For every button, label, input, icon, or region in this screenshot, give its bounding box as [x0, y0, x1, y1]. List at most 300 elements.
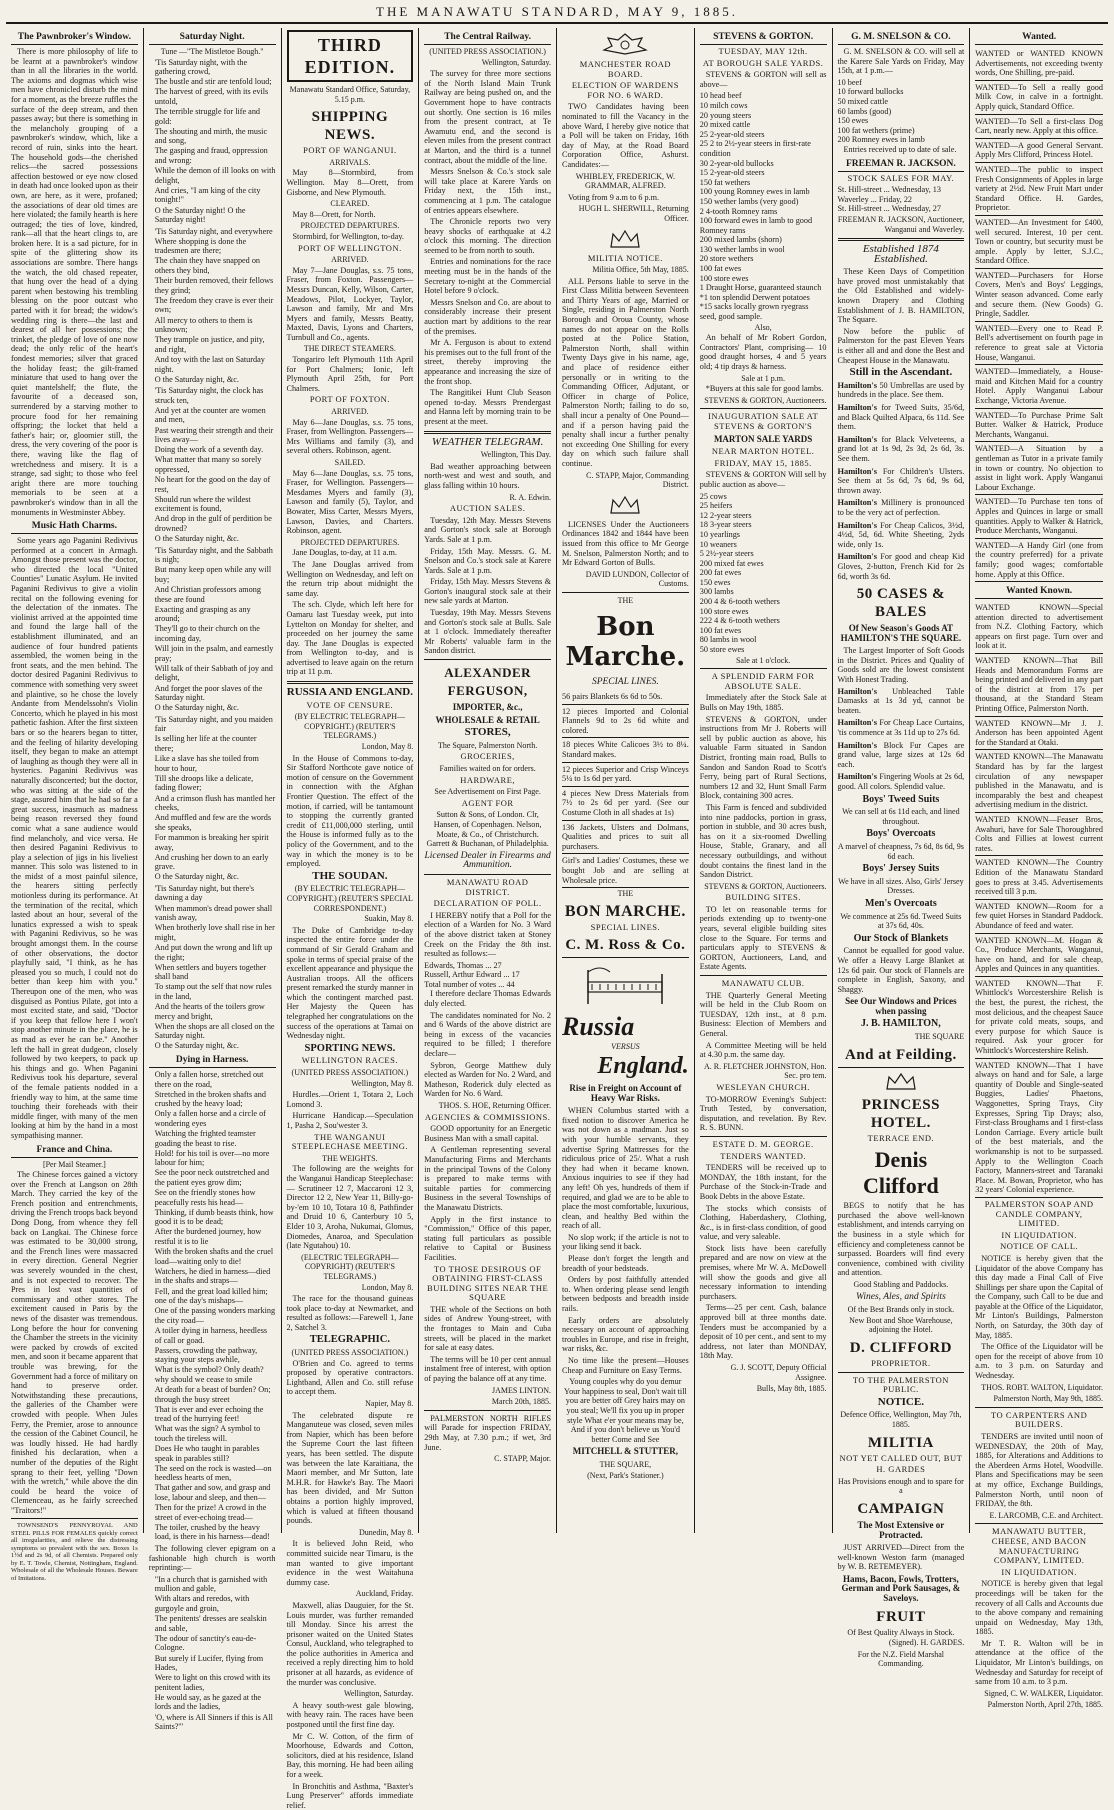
signature-date: March 20th, 1885. — [491, 1397, 551, 1407]
denis-clifford: Denis Clifford — [862, 1147, 939, 1199]
article-text: TO let on reasonable terms for periods extending up to twenty-one years, several eligible building sites close to the Square. For terms and particulars apply to STEVENS & GORTON, Auctioneers, Land, and Estate Agents. — [699, 904, 827, 972]
hamilton-ad — [838, 741, 965, 770]
russia-title: Russia — [562, 1012, 635, 1042]
ad-text: A marvel of cheapness, 7s 6d, 8s 6d, 9s 6d each. — [837, 841, 964, 861]
poem-line: O the Saturday night, &c. — [154, 872, 239, 882]
heading-estate: ESTATE D. M. GEORGE. — [712, 1138, 814, 1149]
article-text: THE Quarterly General Meeting will be held in the Club Room on TUESDAY, 12th inst., at 8 p.m. Business: Election of Members and General. — [699, 990, 827, 1038]
wanted-ad: WANTED—A good General Servant. Apply Mrs Clifford, Princess Hotel. — [975, 139, 1103, 163]
subheading: PORT OF WANGANUI. — [303, 145, 397, 156]
article-text: There is more philosophy of life to be learnt at a pawnbroker's window than in all the libraries in the world. The axioms and dogmas which wise men have chronicled disturb the mind for a moment, as the breeze ruffles the surface of the deep stream, and then passes away; but there is something in the melancholy grouping of a pawnbroker's window, which, like a record of ruin, sinks into the heart. The household gods—the cherished relics—the sacred possessions affection bestowed or eye now closed in death had once looked upon as their own, are here, as it were, profaned; the associations of dear old times are here violated; the family hearth is here outraged; the ties of love, kindred, rank—all that the heart clings to, are broken here. It is a sad picture, for in spite of the glittering show its associations are sombre. There hangs the watch, the old chased repeater, that hung over the head of a dying parent when bestowing his trembling blessing on the poor outcast who parted with it for bread; the widow's wedding ring is there—the last and dearest of all her possessions; the trinket, the pledge of love of one now dead; the only relic of the heart's fondest memories; silver that graced the holiday feast; the gilt-framed miniature that used to hang over the quiet mantelshelf; the flute, the favourite of a deceased son, surrendered by a starving mother to procure food for her remaining offspring; the locket that held a father's hair; or, gloomier still, the dress, the very covering of the poor is there, waving like the flag of wretchedness and misery. It is a strange, sad sight; to those who feel aright there are more touching memorials to be seen at a pawnbroker's window than in all the monuments in Westminster Abbey. — [11, 47, 138, 517]
wanted-known-ad: WANTED KNOWN—Room for a few quiet Horses in Standard Paddock. Abundance of feed and water. — [975, 900, 1103, 934]
byline: (UNITED PRESS ASSOCIATION.) — [291, 1348, 409, 1358]
poem-line: 'O, where is All Sinners if this is All Saints?'" — [154, 1712, 273, 1732]
poem-line: And yet at the counter are women and men, — [154, 405, 266, 425]
poem-line: But surely if Lucifer, flying from Hades, — [154, 1653, 264, 1673]
boys-overcoats: Boys' Overcoats — [866, 828, 936, 840]
article-text: G. M. SNELSON & CO. will sell at the Karere Sale Yards on Friday, May 15th, at 1 p.m.— — [837, 47, 965, 76]
bon-marche-title-2: BON MARCHE. — [564, 902, 686, 920]
article-text: No slop work; if the article is not to your liking send it back. — [562, 1232, 689, 1252]
article-text: The Rangitikei Hunt Club Season opened to-day. Messrs Prendergast and Hanna left by morning train to be present at the meet. — [424, 388, 551, 426]
poem-line: Does He who taught in parables speak in parables still? — [154, 1444, 260, 1463]
poem-line: O the Saturday night, &c. — [154, 1041, 239, 1051]
poem-line: And the hearts of the toilers grow mercy and bright, — [154, 1002, 265, 1021]
poem-line: After the burdened journey, how restful it is to lie — [154, 1227, 262, 1247]
heading-manawatu-club: MANAWATU CLUB. — [721, 978, 805, 989]
poem-line: What was the sign? A symbol to touch the tireless will. — [154, 1424, 261, 1443]
article-text: Voting from 9 a.m to 6 p.m. — [568, 192, 660, 202]
article-text: TENDERS will be received up to MONDAY, the 18th instant, for the Purchase of the Stock-in-Trade and Book Debts in the above Estate. — [699, 1163, 827, 1201]
hamilton-ad — [838, 498, 965, 517]
stock-item: 100 store ewes — [699, 273, 749, 283]
poem-line: See on the friendly stones how peacefully rests his head— — [154, 1188, 256, 1207]
mens-overcoats: Men's Overcoats — [865, 897, 937, 909]
dateline: Suakin, May 8. — [364, 914, 414, 924]
cases-bales: 50 CASES & BALES — [856, 586, 946, 621]
ad-text: Of Best Quality Always in Stock. — [847, 1627, 955, 1637]
third-edition-title: THIRD EDITION. — [287, 30, 414, 82]
article-text: Stock lists have been carefully prepared and are now on view at the premises, where Mr W. A. McDowell will show the goods and give all necessary information to intending purchasers. — [699, 1243, 827, 1301]
signature: (Signed). H. GARDES. — [888, 1638, 965, 1648]
column-3 — [282, 28, 420, 1810]
poem-line: When brotherly love shall rise in her might, — [154, 923, 275, 942]
poll-line: Total number of votes ... 44 — [424, 979, 515, 989]
poem-stanza — [149, 715, 276, 882]
the-label: THE — [617, 595, 634, 605]
article-text: It is believed John Reid, who committed suicide near Timaru, is the man wanted to give important evidence in the west Waitahuna dummy case. — [286, 1539, 414, 1587]
stock-item: 100 fat ewes — [699, 264, 742, 274]
wanted-ad: WANTED—The public to inspect Fresh Consignments of Apples in large variety at 2½d. New Fruit Mart under Standard Office. H. Gardes, Proprietor. — [975, 163, 1103, 216]
article-text: Stormbird, for Wellington, to-day. — [292, 231, 404, 241]
also-label: Also, — [754, 322, 772, 332]
jb-hamilton: J. B. HAMILTON, — [861, 1018, 941, 1030]
poem-line: The freedom they crave is ever their own; — [154, 295, 274, 315]
signature: STEVENS & GORTON, Auctioneers. — [704, 881, 827, 891]
byline: (UNITED PRESS ASSOCIATION.) — [291, 1068, 409, 1078]
poem-line: Fell, and the great load killed him; one of the day's mishaps— — [154, 1286, 268, 1306]
stock-item: 100 young Romney ewes in lamb — [699, 187, 810, 197]
divider — [700, 1136, 827, 1137]
hamilton-ad — [838, 467, 965, 496]
article-text: Cannot be equalled for good value. We offer a Heavy Large Blanket at 12s 6d pair. Our stock of Flannels are complete in English, Saxony, and Shaggy. — [837, 946, 965, 994]
subheading: PORT OF FOXTON. — [309, 394, 390, 405]
dateline: Wellington, This Day. — [480, 450, 551, 460]
poem-line: Till she droops like a delicate, fading flower; — [154, 773, 254, 793]
wanted-ad: WANTED—To Purchase ten tons of Apples and Quinces in large or small quantities. Apply to Walker & Hatrick, Produce Merchants, Wanganui. — [975, 495, 1103, 538]
signature-date: Bulls, May 8th, 1885. — [756, 1384, 827, 1394]
poem-line: Should run where the wildest excitement is found, — [154, 494, 251, 514]
article-text: NOTICE is hereby given that legal proceedings will be taken for the recovery of all Calls and Accounts due to the above company and remaining unpaid on Wednesday, May 13th, 1885. — [975, 1579, 1103, 1637]
poem-line: The gasping and fraud, oppression and wrong: — [154, 146, 268, 166]
poem-line: Where shopping is done the tradesmen are there; — [154, 236, 247, 256]
hamilton-ad — [838, 435, 965, 464]
poem-line: And drop in the gulf of perdition be drowned? — [154, 514, 272, 533]
divider — [700, 668, 827, 669]
hamilton-label: Hamilton's — [837, 740, 884, 750]
heading-telegraphic: TELEGRAPHIC. — [309, 1334, 390, 1346]
heading-splendid-farm: A SPLENDID FARM FOR ABSOLUTE SALE. — [711, 671, 815, 691]
wanted-known-ad: WANTED KNOWN—Mr J. J. Anderson has been appointed Agent for the Standard at Otaki. — [975, 717, 1103, 751]
established-1874: Established 1874 Established. — [862, 243, 939, 265]
poem-line: All mercy to others to them is unknown; — [154, 315, 253, 335]
heading-freeman-jackson: FREEMAN R. JACKSON. — [838, 158, 965, 172]
hamilton-text: for Black Velveteens, a grand lot at 1s 9d, 2s 3d, 2s 6d, 3s. See them. — [837, 434, 965, 463]
hamilton-label: Hamilton's — [837, 718, 880, 728]
poem-line: The bustle and stir are tenfold loud; — [154, 77, 272, 87]
poem-stanza — [149, 386, 276, 544]
poem-line: 'Tis Saturday night, the clock has struck ten, — [154, 386, 264, 405]
divider — [700, 408, 827, 409]
article-text: Terms—25 per cent. Cash, balance approved bill at three months date. Tenders must be accompanied by a deposit of 10 per cent., and sent to my address, not later than MONDAY, 18th May. — [699, 1303, 827, 1361]
article-text: Friday, 15th May. Messrs. G. M. Snelson and Co.'s stock sale at Karere Yards. Sale at 1 p.m. — [424, 546, 551, 575]
poem-line: Were to light on this crowd with its penitent ladies, — [154, 1673, 271, 1692]
article-text: NOTICE is hereby given that the Liquidator of the above Company has this day made a Final Call of Five Shillings per share upon the Capital of the Company, such Call to be due and payable at the Office of the Liquidator, Mr Linton's Buildings, Palmerston North, on Saturday, the 30th day of May, 1885. — [975, 1253, 1103, 1340]
poll-line: Edwards, Thomas ... 27 — [424, 960, 502, 970]
stock-item: 25 2-year-old steers — [699, 129, 765, 139]
subheading: ARRIVED. — [331, 255, 369, 265]
divider — [11, 1518, 138, 1519]
poem-line: And forget the poor slaves of the Saturday night. — [154, 683, 263, 703]
d-clifford: D. CLIFFORD — [849, 1339, 952, 1356]
column-4 — [419, 28, 557, 1533]
article-text: Orders by post faithfully attended to. When ordering please send length between bedposts and breadth inside rails. — [562, 1275, 689, 1314]
poem-line: At death for a beast of burden? On; through the busy street — [154, 1384, 271, 1404]
signature: THOS. S. HOE, Returning Officer. — [438, 1101, 551, 1110]
crown-icon — [562, 228, 689, 250]
article-text: I HEREBY notify that a Poll for the election of a Warden for No. 3 Ward of the above district taken at Stoney Creek on the Friday the 8th inst. resulted as follows:— — [424, 910, 551, 959]
wanted-known-ad: WANTED KNOWN—That F. Whittlock's Worcestershire Relish is the best, the purest, the richest, the most delicious, and the cheapest Sauce for private cold meats, soups, and every purpose for which Sauce is required. Ask your grocer for Whittlock's Worcestershire Relish. — [975, 977, 1103, 1059]
bon-marche-list — [562, 690, 689, 888]
stock-item: 130 wether lambs in wool — [699, 244, 785, 254]
signature: R. A. Edwin. — [509, 492, 551, 502]
poem-stanza — [149, 1070, 276, 1542]
ad-text: We have in all sizes. Also, Girls' Jersey Dresses. — [838, 876, 964, 896]
heading-manchester-board: MANCHESTER ROAD BOARD. — [579, 59, 672, 79]
poem-line: And Christian professors among these are found — [154, 585, 261, 604]
rise-in-freight: Rise in Freight on Account of Heavy War Risks. — [569, 1082, 682, 1103]
article-text: TWO Candidates having been nominated to fill the Vacancy in the above Ward, I hereby give notice that a Poll will be taken on Friday, 16th day of May, at the Road Board Corporation Office, Ashurst. Candidates:— — [562, 102, 689, 169]
poem-line: He would say, as he gazed at the lords and the ladies, — [154, 1692, 262, 1712]
poem-stanza — [149, 58, 276, 225]
stock-item: 200 fat ewes — [699, 568, 742, 578]
marton-yards: MARTON SALE YARDS — [713, 433, 813, 444]
ad-text: See Advertisement on First Page. — [434, 787, 541, 797]
in-liquidation: IN LIQUIDATION. — [1001, 1229, 1077, 1240]
article-text: The Chronicle reports two very heavy shocks of earthquake at 4.2 o'clock this morning. The direction seemed to be from north to south. — [424, 217, 551, 255]
stock-list — [700, 91, 827, 321]
stock-item: 100 store ewes — [699, 606, 749, 616]
stock-item: 100 fat ewes — [699, 625, 742, 635]
stock-item: 10 milch cows — [699, 100, 748, 110]
poem-line: They trample on justice, and pity, and right, — [154, 335, 265, 354]
crest-icon — [562, 32, 689, 56]
poem-line: A toiler dying in harness, heedless of call or goad. — [154, 1325, 268, 1345]
poem-line: Past wearing their strength and their lives away— — [154, 425, 274, 445]
subheading: GROCERIES, — [460, 751, 515, 762]
stock-item: 10 forward bullocks — [837, 87, 904, 97]
dateline: Dunedin, May 8. — [359, 1527, 414, 1537]
poem-line: And cries, "I am king of the city tonight!" — [154, 185, 261, 205]
article-text: In Bronchitis and Asthma, "Baxter's Lung Preserver" affords immediate relief. — [286, 1781, 414, 1810]
hamilton-text: For Cheap Calicos, 3½d, 4½d, 5d, 6d. White Sheeting, 2yds wide, only 1s. — [837, 520, 965, 549]
ad-text: Families waited on for orders. — [439, 764, 536, 773]
poem-line: That gather and sow, and grasp and lose, labour and sleep, and then— — [154, 1483, 271, 1502]
stock-item: 100 forward ewes in lamb to good Romney rams — [699, 216, 813, 235]
signature: C. STAPP, Major, Commanding District. — [586, 470, 689, 490]
bon-marche-title: Bon Marche. — [565, 611, 686, 672]
wanted-known-ad: WANTED KNOWN—That I have always on hand and for Sale, a large quantity of Double and Single-seated Buggies, Ladies' Phaetons, Waggonettes, Spring Trays, City Expresses, Spring Tip Drays; also, First-class Broughams and 1 first-class London Carriage. Every article built of the best materials, and the workmanship is not to be surpassed. Apply to the Wellington Coach Factory, Manners-street and Taranaki Place. M. Bowan, Proprietor, who has 32 years' Colonial experience. — [975, 1059, 1103, 1198]
signature: FREEMAN R. JACKSON, Auctioneer, Wanganui and Waverley. — [837, 214, 965, 234]
poem-line: 'Tis Saturday night, and you maiden fair — [154, 714, 273, 734]
sale-date-item: Waverley ... Friday, 22 — [837, 194, 913, 204]
masthead: THE MANAWATU STANDARD, MAY 9, 1885. — [6, 4, 1108, 24]
article-text: The terms will be 10 per cent annual instalment free of interest, with option of paying the balance off at any time. — [424, 1354, 551, 1384]
fruit: FRUIT — [876, 1608, 926, 1625]
article-text: May 8—Stormbird, from Wellington. May 8—Orett, from Gisborne, and New Plymouth. — [286, 168, 414, 197]
poem-line: 'Tis Saturday night, but there's dawning a day — [154, 883, 255, 903]
article-text: THE whole of the Sections on both sides of Andrew Young-street, with the frontages to Main and Cuba streets, will be placed in the market for sale at easy dates. — [424, 1304, 551, 1353]
heading-building-sites: TO THOSE DESIROUS OF OBTAINING FIRST-CLASS BUILDING SITES NEAR THE SQUARE — [427, 1263, 549, 1303]
ferguson-name: ALEXANDER FERGUSON, — [444, 665, 532, 699]
mitchell-stutter-name: MITCHELL & STUTTER, — [572, 1446, 679, 1457]
article-text: Mr T. R. Walton will be in attendance at the office of the Liquidator, Mr Linton's buildings, on Wednesday and Saturday for receipt of same from 10 a.m. to 3 p.m. — [975, 1638, 1103, 1687]
article-text: ALL Persons liable to serve in the First Class Militia between Seventeen and Thirty Years of age, Married or Single, residing in Palmerston North Borough and Oroua County, whose names do not appear on the Rolls posted at the Police Station, Palmerston North, shall within Twenty Days give in his name, age, and place of residence either personally or in writing to the Commanding Officer, Adjutant, or Officer in charge of Police, Palmerston North; failing to do so, shall incur a penalty of One Pound—and if a person having paid the penalty shall incur a further penalty not exceeding One Shilling for every day on which such failure shall continue. — [562, 276, 689, 468]
stock-item: 15 2-year-old steers — [699, 168, 765, 178]
subheading: THE DIRECT STEAMERS. — [303, 344, 396, 354]
hamilton-ad — [838, 687, 965, 716]
stock-item: 10 weaners — [699, 539, 737, 549]
heading-russia-england: RUSSIA AND ENGLAND. — [286, 686, 413, 699]
columns — [6, 28, 1108, 1810]
stock-sales-may: STOCK SALES FOR MAY. — [847, 172, 955, 183]
article-text: The survey for three more sections of the North Island Main Trunk Railway are being pushed on, and the Government hope to have contracts out shortly. One section is 16 miles from the present contract, at Te Awamutu end, and the second is eleven miles from the present contract at Marton, and the third is a tunnel contract, about the middle of the line. — [424, 69, 551, 165]
hamilton-text: For good and cheap Kid Gloves, 2-button, French Kid for 2s 6d, worth 3s 6d. — [837, 552, 965, 581]
signature-date: Palmerston North, April 27th, 1885. — [987, 1700, 1103, 1710]
poem-line: When mammon's dread power shall vanish away, — [154, 903, 273, 923]
licensed-dealer: Licensed Dealer in Firearms and Ammunition. — [424, 850, 551, 871]
poem-line: Exacting and grasping as any around; — [154, 604, 251, 624]
heading-snelson: G. M. SNELSON & CO. — [838, 31, 965, 45]
article-text: Messrs Snelson & Co.'s stock sale will take place at Karere Yards on Friday next, the 15th inst., commencing at 1 p.m. The catalogue of entries appears elsewhere. — [424, 167, 551, 215]
stock-item: 25 heifers — [699, 501, 733, 511]
poem-line: Like a slave has she toiled from hour to hour, — [154, 754, 259, 773]
wanted-known-ad: WANTED KNOWN—Feaser Bros, Awahuri, have for Sale Thoroughbred Colts and Fillies at lowest current rates. — [975, 813, 1103, 856]
heading-militia-notice: MILITIA NOTICE. — [587, 252, 663, 263]
stock-item: 150 fat wethers — [699, 177, 751, 187]
candidates: WHIBLEY, FREDERICK, W. GRAMMAR, ALFRED. — [575, 171, 675, 191]
divider — [700, 975, 827, 976]
poem-line: The shouting and mirth, the music and song, — [154, 126, 268, 146]
article-text: Entries received up to date of sale. — [843, 144, 957, 154]
poem-line: The toiler, crushed by the heavy load, is there in his harness—dead! — [154, 1522, 270, 1542]
bon-marche-item: 56 pairs Blankets 6s 6d to 50s. — [562, 690, 689, 705]
in-liquidation: IN LIQUIDATION. — [1001, 1566, 1077, 1577]
divider — [287, 681, 414, 684]
ferguson-title: IMPORTER, &c., — [452, 702, 523, 713]
heading-wesleyan: WESLEYAN CHURCH. — [716, 1081, 810, 1092]
article-text: A Gentleman representing several Manufacturing Firms and Merchants in the principal Towns of the Colony is prepared to make terms with suitable parties for commercing Business in the several Townships of the Manawatu Districts. — [424, 1145, 551, 1212]
subheading: WELLINGTON RACES. — [301, 1055, 398, 1066]
hamilton-ad — [838, 772, 965, 791]
poem-line: 'Tis Saturday night, and the Sabbath is nigh; — [154, 545, 273, 565]
article-text: GOOD opportunity for an Energetic Business Man with a small capital. — [424, 1124, 551, 1143]
stock-item: 60 lambs (good) — [837, 106, 892, 116]
article-text: No time like the present—Houses Cheap and Furniture on Easy Terms. — [562, 1356, 689, 1375]
stock-item: *1 ton splendid Derwent potatoes — [699, 292, 810, 302]
stock-item: 150 ewes — [699, 577, 731, 587]
article-text: May 6—Jane Douglas, s.s. 75 tons, Fraser, from Wellington. Passengers—Mrs Williams and family (3), and several others. Robinson, agent. — [286, 417, 414, 456]
not-called: NOT YET CALLED OUT, BUT — [839, 1452, 963, 1463]
stock-item: 10 head beef — [699, 91, 742, 101]
wanted-ad: WANTED—Every one to Read P. Bell's advertisement on fourth page in reference to great sale at Victoria House, Wanganui. — [975, 322, 1103, 365]
subheading: PROJECTED DEPARTURES. — [300, 221, 400, 231]
heading-pawnbroker: The Pawnbroker's Window. — [11, 31, 138, 45]
wanted-known-ad: WANTED KNOWN—M. Hogan & Co., Produce Merchants, Wanganui, have on hand, and for sale cheap, Apples and Quinces in any quantities. — [975, 934, 1103, 977]
heading-wanted-known: Wanted Known. — [975, 585, 1103, 599]
hamilton-text: Fingering Wools at 2s 6d, good. All colors. Splendid value. — [837, 772, 965, 791]
new-season-goods: Of New Season's Goods AT HAMILTON'S THE SQUARE. — [840, 623, 962, 643]
hamilton-text: For Cheap Lace Curtains, 'tis commence at 3s 11d up to 27s 6d. — [837, 718, 965, 738]
article-text: The Jane Douglas arrived from Wellington on Wednesday, and left on the return trip about midnight the same day. — [286, 559, 414, 598]
ad-text: We can sell at 6s 11d each, and lined throughout. — [842, 807, 960, 826]
sale-yard: AT BOROUGH SALE YARDS. — [702, 57, 824, 68]
stock-item: 1 Draught Horse, guaranteed staunch — [699, 283, 822, 293]
article-text: BEGS to notify that he has purchased the above well-known establishment, and intends carrying on the business in a style which for efficiency and completeness cannot be surpassed. Boarders will find every convenience, combined with civility and attention. — [837, 1201, 965, 1278]
ad-text: Of the Best Brands only in stock. — [847, 1305, 955, 1315]
poem-line: Watchers, he died in harness—died in the shafts and straps— — [154, 1266, 271, 1286]
subheading: AGENT FOR — [461, 797, 514, 808]
heading-music: Music Hath Charms. — [11, 520, 138, 534]
article-text: JUST ARRIVED—Direct from the well-known Weston farm (managed by W. B. RETEMEYER). — [837, 1543, 965, 1572]
heading-soap-candle: PALMERSTON SOAP AND CANDLE COMPANY, LIMITED. — [984, 1198, 1094, 1229]
hamilton-label: Hamilton's — [837, 520, 881, 530]
poem-line: O the Saturday night, &c. — [154, 703, 239, 713]
article-text: Some years ago Paganini Redivivus performed at a concert in Armagh. Amongst those present was the doctor, who directed the local "United Counties" Lunatic Asylum. He invited Paganini Redivivus to give a violin recital on the following evening for the delectation of the inmates. The violinist arrived at the appointed time and found the large hall of the establishment illuminated, and an audience of four hundred patients assembled, the women being in the front seats, and the men behind. The doctor desired Paganini Redivivus to commence with something very sweet and plaintive, so he chose the lovely Andante from Mendelssohn's Violin Concerto, which he played in his most pathetic fashion. After the first sixteen bars or so the hearers began to titter, and the feeling of hilarity developing itself, they began to make an attempt of laughing as though they were all in hysterics. Paganini Redivivus was naturally disconcerted; but the doctor, who was sitting at the side of the stage, assured him that he had so far a great success, inasmuch as madness being reason reversed they found comic what a sane audience would find melancholy, and vice versa. He then desired Paganini Redivivus to play a selection of jigs in his liveliest manner. This solo was listened to in the midst of a most painful silence, the hearers sitting perfectly motionless during its performance. At the termination of the recital, which lasted about an hour, several of the lunatics expressed a wish to speak with Paganini Redivivus, so he was brought amongst them. In the course of other observations, the doctor playfully said, "I think, as he has pleased you so much, I could not do better than keep him with you." Thereupon one of the men, who was disguised as Pontius Pilate, got into a most excited state, and said, "Doctor if you keep that fellow here I won't stop another minute in the place, he is as mad as ever he can be." Another left the hall in great dudgeon, closely followed by two keepers, to pack up his things and go. When Paganini Redivivus took his departure, several of the female patients nodded in a friendly way to him, at the same time touching their foreheads with their middle finger, with many of the men looking at him by the hand in a most sympathising manner. — [11, 536, 138, 1140]
article-text: Bad weather approaching between north-west and west and south, and glass falling within 10 hours. — [424, 461, 551, 490]
poem-line: Thinking, if dumb beasts think, how good it is to be dead; — [154, 1207, 274, 1227]
poem-line: The harvest of greed, with its evils untold, — [154, 87, 269, 106]
poem-line: And muffled and few are the words she speaks, — [154, 813, 272, 832]
ad-text: We commence at 25s 6d. Tweed Suits at 37s 6d, 40s. — [840, 911, 962, 931]
subheading: [Per Mail Steamer.] — [42, 1159, 106, 1169]
poem-line: While the demon of ill looks on with delight, — [154, 166, 276, 185]
article-text: The celebrated dispute re Manganuteue was closed, seven miles from Napier, which has been before the Supreme Court the last fifteen years, has been settled. The dispute was between the late Karaitiana, the Maori member, and Mr Sutton, late M.H.R. for Hawke's Bay. The Maori has been divided, and Mr Sutton obtains a portion highly improved, which is valued at fifteen thousand pounds. — [286, 1410, 414, 1526]
wines-ales: Wines, Ales, and Spirits — [855, 1291, 946, 1302]
article-text: May 6—Jane Douglas, s.s. 75 tons, Fraser, for Wellington. Passengers—Mesdames Myers and family (3), Lawson and family (5), Taylor, and Bowater, Miss Carter, Messrs Myers, Lawson, Davies, and Charters. Robinson, agent. — [286, 468, 414, 536]
article-text: The sch. Clyde, which left here for Oamaru last Tuesday week, put into Lyttelton on Monday for shelter, and proceeded on her journey the same day. The Jane Douglas is expected from Wellington to-day, and is advertised to leave again on the return trip at 11 p.m. — [286, 600, 414, 677]
near-marton: NEAR MARTON HOTEL. — [711, 446, 815, 457]
signature: E. LARCOMB, C.E. and Architect. — [989, 1510, 1103, 1520]
wanted-ad: WANTED—An Investment for £400, well secured. Interest, 10 per cent. Town or country, but security must be ample. Apply by letter, S.J.C., Standard Office. — [975, 216, 1103, 269]
poem-line: "In a church that is garnished with mullion and gable, — [154, 1574, 268, 1594]
bon-marche-item: 18 pieces White Calicoes 3½ to 8¼. Standard makes. — [562, 738, 689, 762]
hamilton-label: Hamilton's — [837, 552, 881, 562]
wanted-ad: WANTED or WANTED KNOWN Advertisements, not exceeding twenty words, One Shilling, pre-paid. — [975, 47, 1103, 81]
poem-stanza — [149, 546, 276, 713]
sale-date-item: St. Hill-street ... Wednesday, 27 — [837, 204, 941, 214]
hamilton-text: Millinery is pronounced to be the very act of perfection. — [837, 498, 965, 517]
wanted-ad: WANTED—To Sell a really good Milk Cow, in calve in a fortnight. Apply quick, Standard Office. — [975, 81, 1103, 115]
heading-weather: WEATHER TELEGRAM. — [431, 435, 544, 448]
notice-of-call: NOTICE OF CALL. — [1000, 1241, 1079, 1252]
hamilton-label: Hamilton's — [837, 466, 883, 476]
hamilton-label: Hamilton's — [837, 686, 893, 696]
stock-item: 200 mixed fat ewes — [699, 558, 764, 568]
poem-stanza — [149, 884, 276, 1051]
byline: (BY ELECTRIC TELEGRAPH—COPYRIGHT.) (REUTER'S TELEGRAMS.) — [294, 712, 405, 741]
article-text: The Chinese forces gained a victory over the French at Langson on 28th March. They carried the key of the French position and entrenchments, driving the French troops back beyond Dong Dong, from whence they fell back on Langkai. The Chinese force was estimated to be 30,000 strong, and the French lines were massacred in every direction. General Negrier was severely wounded in the chest, and is not expected to recover. The Pres in lost vast quantities of commissary and other stores. The excitement caused in Paris by the news of the disaster was tremendous. Long before the hour for convening the Chamber the streets in the vicinity were packed by crowds of excited men, and soon it became apparent that trouble was brewing, for the Government had a force of military on hand to preserve order. Notwithstanding these precautions, the galleries of the Chamber were crowded with people. When Jules Ferry, the Premier, arose to announce the cession of the Cabinet Council, he was loudly hissed. He had hardly finished his declaration, when a number of the deputies of the Right sprang to their feet, yelling "Down with the wretch," while above the din could be heard the voice of Clemenceau, as he fairly screeched "Traitors!" — [11, 1170, 138, 1515]
bon-marche-item: 12 pieces Superior and Crisp Winceys 5¼ to 1s 6d per yard. — [562, 763, 689, 787]
the-square: THE SQUARE — [914, 1032, 965, 1042]
column-2 — [144, 28, 282, 1732]
poem-line: The chain they have snapped on others they bind, — [154, 256, 261, 276]
poem-line: The terrible struggle for life and gold: — [154, 107, 261, 126]
article-text: Mr C. W. Cotton, of the firm of Moorhouse, Edwards and Cotton, solicitors, died at his residence, Island Bay, this morning. He had been ailing for a week. — [286, 1731, 414, 1779]
poem-line: The odour of sanctity's eau-de-Cologne. — [154, 1633, 257, 1653]
divider — [838, 1067, 965, 1068]
divider — [838, 1372, 965, 1373]
article-text: The Office of the Liquidator will be open for the receipt of above from 10 a.m. to 3 p.m. on Saturday and Wednesday. — [975, 1342, 1103, 1381]
article-text: The Duke of Cambridge to-day inspected the entire force under the command of Sir Gerald Graham and spoke in terms of special praise of the excellent appearance and physique the Australian troops. All the officers present remarked the sturdy manner in which the contingent marched past. Her Majesty the Queen has telegraphed her congratulations on the success of the operations at Tamai on Wednesday night. — [286, 925, 414, 1041]
subheading: CLEARED. — [330, 199, 370, 209]
article-text: STEVENS & GORTON Will sell by public auction as above— — [699, 470, 827, 489]
wanted-known-ad: WANTED KNOWN—The Country Edition of the Manawatu Standard goes to press at 3.45. Advertisements received till 3 p.m. — [975, 856, 1103, 899]
signature: JAMES LINTON. — [492, 1385, 551, 1395]
hamilton-ad — [838, 381, 965, 400]
dateline: Auckland, Friday. — [355, 1589, 414, 1599]
bon-marche-item: 12 pieces Imported and Colonial Flannels 9d to 2s 6d white and colored. — [562, 705, 689, 739]
boys-tweed: Boys' Tweed Suits — [862, 793, 940, 805]
article-text: The following clever epigram on a fashionable high church is worth reprinting:— — [148, 1543, 276, 1573]
hamilton-list — [838, 381, 965, 581]
poem-line: Only a fallen horse and a circle of wondering eyes — [154, 1109, 266, 1128]
dateline: Napier, May 8. — [365, 1399, 414, 1409]
article-text: Tuesday, 19th May. Messrs Stevens and Gorton's stock sale at Bulls. Sale at 1 o'clock. Immediately thereafter Mr Roberts' valuable farm in the Sandon district. — [424, 608, 551, 656]
hamilton-text: for Tweed Suits, 35/6d, and Black Quilted Alpaca, 6s 11d. See them. — [837, 403, 965, 432]
heading-soudan: THE SOUDAN. — [312, 869, 388, 882]
divider — [424, 874, 551, 875]
dateline: London, May 8. — [361, 1282, 414, 1292]
stock-item: 200 Romney ewes in lamb — [837, 135, 925, 145]
sale-time: Sale at 1 p.m. — [741, 373, 786, 383]
militia: MILITIA — [867, 1434, 934, 1451]
terrace-end: TERRACE END. — [867, 1132, 935, 1143]
sale-date-item: St. Hill-street ... Wednesday, 13 — [837, 185, 941, 195]
article-text: The following are the weights for the Wanganui Handicap Steeplechase:— Scrutineer 12 7, Maccaroni 12 3, Director 12 2, New Year 11, Billy-go-by-'em 10 10, Totara 10 8, Pathfinder and Druid 10 6, Canterbury 10 5, Elder 10 3, Aroha, Nukumai, Glomus, Diomedes, Anaroa, and Speculation (late Ngutahou) 10. — [286, 1164, 414, 1251]
hamilton-label: Hamilton's — [837, 403, 882, 412]
stock-item: 100 fat wethers (prime) — [837, 125, 915, 135]
poem-line: And a crimson flush has mantled her cheeks, — [154, 793, 276, 813]
column-6 — [695, 28, 833, 1533]
stock-item: 10 yearlings — [699, 529, 740, 539]
most-extensive: The Most Extensive or Protracted. — [857, 1519, 945, 1540]
bon-marche-item: Girl's and Ladies' Costumes, these we bought Job and are selling at Wholesale price. — [562, 854, 689, 888]
poem-line: Stretched in the broken shafts and crushed by the heavy load; — [154, 1089, 266, 1109]
ferguson-title2: WHOLESALE & RETAIL — [435, 714, 540, 725]
signature: G. J. SCOTT, Deputy Official Assignee. — [730, 1363, 827, 1382]
poem-line: Will join in the psalm, and earnestly pray; — [154, 644, 274, 663]
poem-line: With altars and reredos, with gurgoyle and groin, — [154, 1594, 250, 1614]
tune-line: Tune —"The Mistletoe Bough." — [160, 47, 264, 56]
poem-line: Will talk of their Sabbath of joy and delight, — [154, 663, 273, 683]
poem-line: Only a fallen horse, stretched out there on the road, — [154, 1069, 264, 1089]
heading-road-district: MANAWATU ROAD DISTRICT. — [446, 876, 529, 897]
article-text: Maxwell, alias Dauguier, for the St. Louis murder, was further remanded till Monday. Since his arrest the prisoner waited on the United States Consul, Auckland, who telegraphed to the police authorities in America and received a reply directing him to hold prisoner at all hazards, as evidence of the murder was conclusive. — [286, 1600, 414, 1687]
heading-central-railway: The Central Railway. — [424, 31, 551, 45]
palmerston-public: TO THE PALMERSTON PUBLIC. — [852, 1374, 949, 1395]
subheading: THE WEIGHTS. — [322, 1153, 378, 1163]
heading-saturday-night: Saturday Night. — [149, 31, 276, 45]
